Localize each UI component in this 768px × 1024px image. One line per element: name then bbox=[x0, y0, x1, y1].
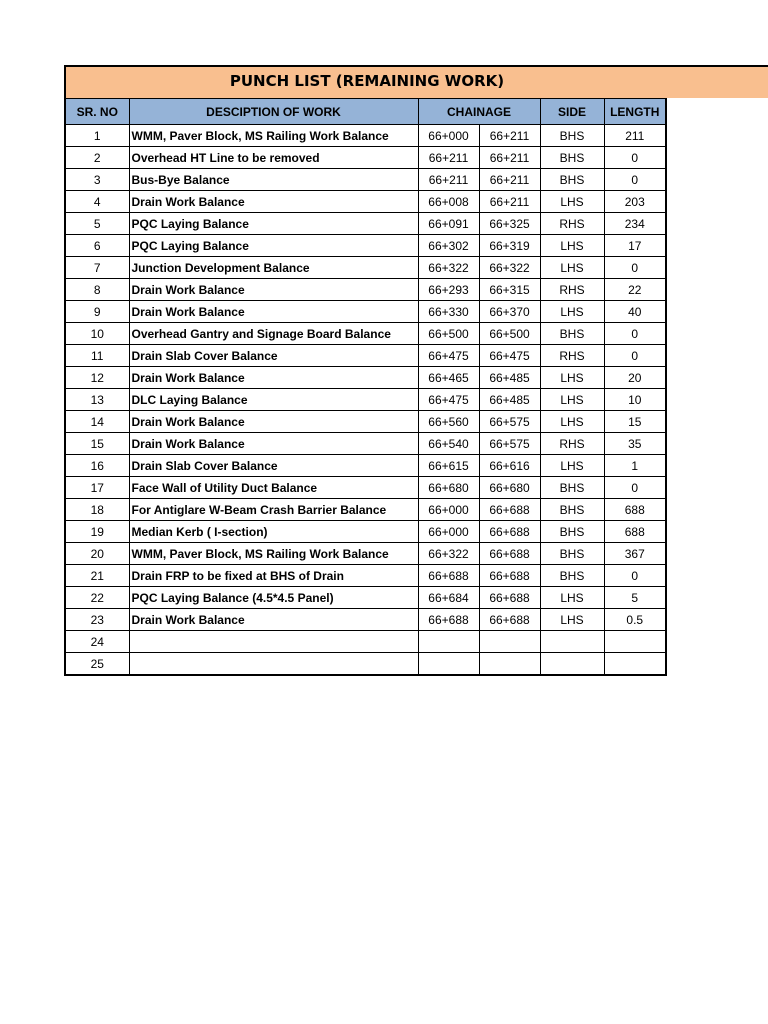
cell-chainage-from[interactable]: 66+322 bbox=[418, 257, 479, 279]
cell-chainage-from[interactable]: 66+008 bbox=[418, 191, 479, 213]
cell-length[interactable]: 0 bbox=[604, 477, 666, 499]
table-row bbox=[65, 301, 666, 323]
cell-chainage-to[interactable]: 66+475 bbox=[479, 345, 540, 367]
cell-chainage-from[interactable] bbox=[418, 631, 479, 653]
cell-description[interactable]: Face Wall of Utility Duct Balance bbox=[129, 477, 418, 499]
cell-chainage-to[interactable]: 66+325 bbox=[479, 213, 540, 235]
table-row bbox=[65, 125, 666, 147]
cell-chainage-to[interactable]: 66+575 bbox=[479, 411, 540, 433]
cell-description[interactable]: Drain Work Balance bbox=[129, 411, 418, 433]
cell-chainage-to[interactable]: 66+485 bbox=[479, 389, 540, 411]
cell-length[interactable]: 22 bbox=[604, 279, 666, 301]
cell-chainage-to[interactable]: 66+616 bbox=[479, 455, 540, 477]
title-bar bbox=[64, 65, 768, 98]
table-row bbox=[65, 389, 666, 411]
cell-side[interactable]: BHS bbox=[540, 499, 604, 521]
cell-side[interactable] bbox=[540, 653, 604, 676]
cell-length[interactable]: 234 bbox=[604, 213, 666, 235]
cell-side[interactable]: LHS bbox=[540, 257, 604, 279]
header-row bbox=[65, 99, 666, 125]
cell-sr-no[interactable]: 2 bbox=[65, 147, 129, 169]
cell-chainage-from[interactable]: 66+465 bbox=[418, 367, 479, 389]
cell-description[interactable]: Overhead HT Line to be removed bbox=[129, 147, 418, 169]
cell-sr-no[interactable]: 21 bbox=[65, 565, 129, 587]
cell-chainage-from[interactable]: 66+330 bbox=[418, 301, 479, 323]
cell-chainage-from[interactable]: 66+475 bbox=[418, 389, 479, 411]
cell-length[interactable]: 40 bbox=[604, 301, 666, 323]
table-row bbox=[65, 543, 666, 565]
table-row bbox=[65, 169, 666, 191]
cell-sr-no[interactable]: 23 bbox=[65, 609, 129, 631]
table-row bbox=[65, 191, 666, 213]
cell-side[interactable]: LHS bbox=[540, 455, 604, 477]
cell-sr-no[interactable]: 11 bbox=[65, 345, 129, 367]
cell-sr-no[interactable]: 12 bbox=[65, 367, 129, 389]
cell-sr-no[interactable]: 22 bbox=[65, 587, 129, 609]
cell-side[interactable]: BHS bbox=[540, 125, 604, 147]
cell-chainage-from[interactable]: 66+615 bbox=[418, 455, 479, 477]
cell-side[interactable]: BHS bbox=[540, 543, 604, 565]
cell-chainage-to[interactable]: 66+500 bbox=[479, 323, 540, 345]
cell-description[interactable]: Overhead Gantry and Signage Board Balance bbox=[129, 323, 418, 345]
cell-sr-no[interactable]: 7 bbox=[65, 257, 129, 279]
cell-description[interactable]: Drain Work Balance bbox=[129, 191, 418, 213]
cell-length[interactable]: 688 bbox=[604, 521, 666, 543]
cell-length[interactable] bbox=[604, 653, 666, 676]
cell-side[interactable]: RHS bbox=[540, 345, 604, 367]
cell-chainage-to[interactable]: 66+680 bbox=[479, 477, 540, 499]
cell-length[interactable]: 1 bbox=[604, 455, 666, 477]
cell-chainage-to[interactable]: 66+688 bbox=[479, 609, 540, 631]
cell-side[interactable]: LHS bbox=[540, 411, 604, 433]
table-row bbox=[65, 477, 666, 499]
cell-chainage-to[interactable]: 66+315 bbox=[479, 279, 540, 301]
cell-sr-no[interactable]: 4 bbox=[65, 191, 129, 213]
table-row bbox=[65, 367, 666, 389]
cell-chainage-from[interactable]: 66+475 bbox=[418, 345, 479, 367]
cell-side[interactable]: BHS bbox=[540, 147, 604, 169]
cell-sr-no[interactable]: 18 bbox=[65, 499, 129, 521]
cell-side[interactable]: LHS bbox=[540, 301, 604, 323]
cell-sr-no[interactable]: 5 bbox=[65, 213, 129, 235]
cell-sr-no[interactable]: 17 bbox=[65, 477, 129, 499]
cell-chainage-to[interactable]: 66+211 bbox=[479, 147, 540, 169]
cell-chainage-to[interactable]: 66+688 bbox=[479, 499, 540, 521]
cell-side[interactable]: BHS bbox=[540, 169, 604, 191]
cell-description[interactable]: Bus-Bye Balance bbox=[129, 169, 418, 191]
header-length[interactable]: LENGTH bbox=[604, 99, 666, 125]
cell-description[interactable]: Drain Slab Cover Balance bbox=[129, 345, 418, 367]
table-row bbox=[65, 653, 666, 676]
cell-description[interactable]: For Antiglare W-Beam Crash Barrier Balance bbox=[129, 499, 418, 521]
cell-description[interactable]: PQC Laying Balance bbox=[129, 213, 418, 235]
cell-length[interactable]: 0 bbox=[604, 565, 666, 587]
cell-chainage-from[interactable]: 66+000 bbox=[418, 521, 479, 543]
cell-length[interactable]: 15 bbox=[604, 411, 666, 433]
cell-sr-no[interactable]: 9 bbox=[65, 301, 129, 323]
cell-sr-no[interactable]: 6 bbox=[65, 235, 129, 257]
cell-length[interactable]: 5 bbox=[604, 587, 666, 609]
cell-length[interactable]: 211 bbox=[604, 125, 666, 147]
table-row bbox=[65, 279, 666, 301]
cell-chainage-to[interactable]: 66+319 bbox=[479, 235, 540, 257]
cell-side[interactable]: RHS bbox=[540, 433, 604, 455]
cell-description[interactable]: Drain FRP to be fixed at BHS of Drain bbox=[129, 565, 418, 587]
table-row bbox=[65, 433, 666, 455]
table-body bbox=[65, 125, 666, 676]
cell-chainage-to[interactable]: 66+211 bbox=[479, 125, 540, 147]
cell-chainage-to[interactable]: 66+688 bbox=[479, 543, 540, 565]
cell-side[interactable]: LHS bbox=[540, 367, 604, 389]
table-row bbox=[65, 257, 666, 279]
cell-chainage-from[interactable] bbox=[418, 653, 479, 676]
cell-chainage-from[interactable]: 66+211 bbox=[418, 169, 479, 191]
cell-side[interactable]: LHS bbox=[540, 587, 604, 609]
cell-sr-no[interactable]: 24 bbox=[65, 631, 129, 653]
cell-sr-no[interactable]: 19 bbox=[65, 521, 129, 543]
cell-chainage-from[interactable]: 66+000 bbox=[418, 499, 479, 521]
cell-description[interactable]: PQC Laying Balance (4.5*4.5 Panel) bbox=[129, 587, 418, 609]
cell-length[interactable]: 0 bbox=[604, 169, 666, 191]
cell-chainage-to[interactable]: 66+211 bbox=[479, 169, 540, 191]
table-row bbox=[65, 521, 666, 543]
cell-chainage-from[interactable]: 66+500 bbox=[418, 323, 479, 345]
cell-sr-no[interactable]: 14 bbox=[65, 411, 129, 433]
cell-side[interactable]: BHS bbox=[540, 477, 604, 499]
cell-description[interactable] bbox=[129, 653, 418, 676]
cell-side[interactable]: LHS bbox=[540, 235, 604, 257]
cell-description[interactable]: Drain Work Balance bbox=[129, 367, 418, 389]
cell-description[interactable] bbox=[129, 631, 418, 653]
punch-list-table bbox=[64, 98, 667, 676]
cell-length[interactable]: 367 bbox=[604, 543, 666, 565]
cell-side[interactable]: LHS bbox=[540, 191, 604, 213]
cell-description[interactable]: Drain Slab Cover Balance bbox=[129, 455, 418, 477]
cell-sr-no[interactable]: 3 bbox=[65, 169, 129, 191]
cell-description[interactable]: Junction Development Balance bbox=[129, 257, 418, 279]
cell-length[interactable]: 0 bbox=[604, 257, 666, 279]
cell-sr-no[interactable]: 1 bbox=[65, 125, 129, 147]
cell-chainage-to[interactable] bbox=[479, 653, 540, 676]
cell-description[interactable]: WMM, Paver Block, MS Railing Work Balance bbox=[129, 125, 418, 147]
cell-chainage-to[interactable]: 66+485 bbox=[479, 367, 540, 389]
table-row bbox=[65, 213, 666, 235]
cell-length[interactable]: 203 bbox=[604, 191, 666, 213]
cell-length[interactable]: 0 bbox=[604, 323, 666, 345]
header-side[interactable]: SIDE bbox=[540, 99, 604, 125]
cell-side[interactable]: BHS bbox=[540, 565, 604, 587]
cell-description[interactable]: Median Kerb ( I-section) bbox=[129, 521, 418, 543]
cell-chainage-from[interactable]: 66+091 bbox=[418, 213, 479, 235]
cell-sr-no[interactable]: 10 bbox=[65, 323, 129, 345]
cell-chainage-from[interactable]: 66+322 bbox=[418, 543, 479, 565]
cell-length[interactable]: 0.5 bbox=[604, 609, 666, 631]
header-description[interactable]: DESCIPTION OF WORK bbox=[129, 99, 418, 125]
table-row bbox=[65, 147, 666, 169]
cell-side[interactable]: RHS bbox=[540, 213, 604, 235]
table-row bbox=[65, 455, 666, 477]
cell-side[interactable]: RHS bbox=[540, 279, 604, 301]
cell-length[interactable]: 20 bbox=[604, 367, 666, 389]
cell-side[interactable]: LHS bbox=[540, 609, 604, 631]
cell-sr-no[interactable]: 16 bbox=[65, 455, 129, 477]
cell-description[interactable]: Drain Work Balance bbox=[129, 609, 418, 631]
header-chainage[interactable]: CHAINAGE bbox=[418, 99, 540, 125]
sheet-title: PUNCH LIST (REMAINING WORK) bbox=[229, 72, 505, 90]
cell-side[interactable]: BHS bbox=[540, 521, 604, 543]
table-row bbox=[65, 411, 666, 433]
cell-sr-no[interactable]: 15 bbox=[65, 433, 129, 455]
cell-side[interactable] bbox=[540, 631, 604, 653]
cell-side[interactable]: LHS bbox=[540, 389, 604, 411]
cell-chainage-from[interactable]: 66+688 bbox=[418, 609, 479, 631]
cell-chainage-from[interactable]: 66+684 bbox=[418, 587, 479, 609]
header-sr-no[interactable]: SR. NO bbox=[65, 99, 129, 125]
cell-chainage-to[interactable] bbox=[479, 631, 540, 653]
cell-chainage-to[interactable]: 66+322 bbox=[479, 257, 540, 279]
table-row bbox=[65, 565, 666, 587]
table-row bbox=[65, 499, 666, 521]
cell-length[interactable]: 688 bbox=[604, 499, 666, 521]
cell-chainage-from[interactable]: 66+000 bbox=[418, 125, 479, 147]
table-row bbox=[65, 587, 666, 609]
table-row bbox=[65, 323, 666, 345]
cell-chainage-from[interactable]: 66+680 bbox=[418, 477, 479, 499]
cell-side[interactable]: BHS bbox=[540, 323, 604, 345]
cell-chainage-from[interactable]: 66+540 bbox=[418, 433, 479, 455]
cell-description[interactable]: PQC Laying Balance bbox=[129, 235, 418, 257]
cell-length[interactable] bbox=[604, 631, 666, 653]
table-row bbox=[65, 345, 666, 367]
cell-chainage-from[interactable]: 66+211 bbox=[418, 147, 479, 169]
cell-description[interactable]: Drain Work Balance bbox=[129, 433, 418, 455]
cell-chainage-to[interactable]: 66+211 bbox=[479, 191, 540, 213]
cell-length[interactable]: 0 bbox=[604, 345, 666, 367]
cell-chainage-from[interactable]: 66+688 bbox=[418, 565, 479, 587]
cell-description[interactable]: Drain Work Balance bbox=[129, 279, 418, 301]
cell-chainage-to[interactable]: 66+370 bbox=[479, 301, 540, 323]
cell-chainage-to[interactable]: 66+575 bbox=[479, 433, 540, 455]
table-row bbox=[65, 609, 666, 631]
cell-sr-no[interactable]: 25 bbox=[65, 653, 129, 676]
cell-sr-no[interactable]: 13 bbox=[65, 389, 129, 411]
cell-chainage-from[interactable]: 66+302 bbox=[418, 235, 479, 257]
cell-chainage-from[interactable]: 66+293 bbox=[418, 279, 479, 301]
cell-chainage-to[interactable]: 66+688 bbox=[479, 521, 540, 543]
cell-chainage-to[interactable]: 66+688 bbox=[479, 565, 540, 587]
cell-description[interactable]: Drain Work Balance bbox=[129, 301, 418, 323]
cell-sr-no[interactable]: 20 bbox=[65, 543, 129, 565]
cell-length[interactable]: 35 bbox=[604, 433, 666, 455]
cell-description[interactable]: DLC Laying Balance bbox=[129, 389, 418, 411]
table-row bbox=[65, 235, 666, 257]
cell-length[interactable]: 10 bbox=[604, 389, 666, 411]
cell-length[interactable]: 17 bbox=[604, 235, 666, 257]
cell-chainage-from[interactable]: 66+560 bbox=[418, 411, 479, 433]
table-row bbox=[65, 631, 666, 653]
cell-chainage-to[interactable]: 66+688 bbox=[479, 587, 540, 609]
cell-sr-no[interactable]: 8 bbox=[65, 279, 129, 301]
cell-description[interactable]: WMM, Paver Block, MS Railing Work Balance bbox=[129, 543, 418, 565]
cell-length[interactable]: 0 bbox=[604, 147, 666, 169]
